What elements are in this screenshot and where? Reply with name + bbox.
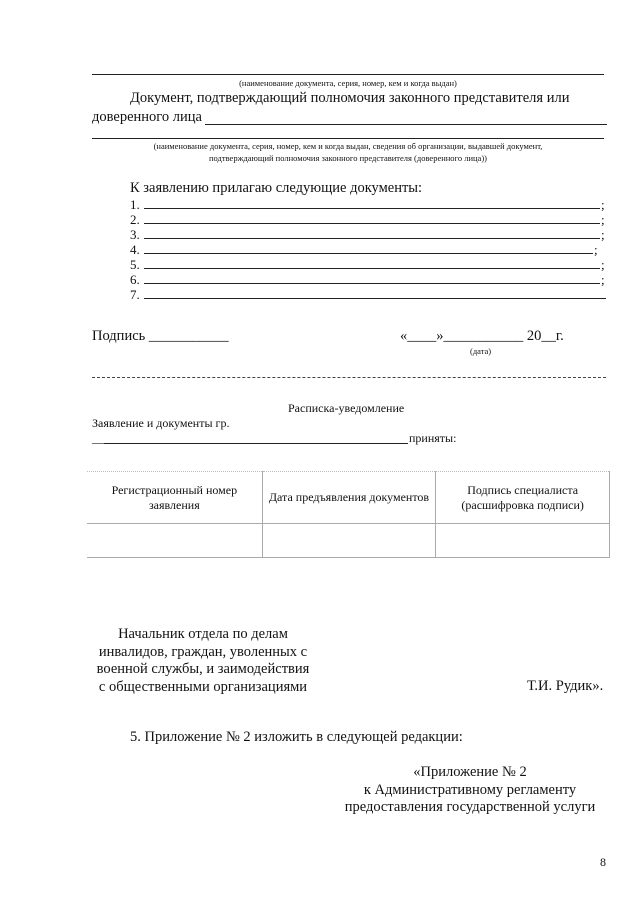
attach-item-fill-line[interactable]	[144, 223, 600, 224]
receipt-line1: Заявление и документы гр.	[92, 416, 230, 430]
attach-item-fill-line[interactable]	[144, 253, 593, 254]
attach-item-number: 7.	[130, 287, 140, 302]
attach-item-fill-line[interactable]	[144, 268, 600, 269]
table-header-signature: Подпись специалиста (расшифровка подписи)	[436, 472, 610, 524]
caption-document: (наименование документа, серия, номер, кем и когда выдан)	[239, 78, 457, 88]
receipt-prefix: __	[92, 431, 104, 445]
attach-item	[130, 227, 610, 243]
attach-item-number: 1.	[130, 197, 140, 212]
attach-item-fill-line[interactable]	[144, 238, 600, 239]
caption-representative-2: подтверждающий полномочия законного представителя (доверенного лица))	[209, 153, 487, 163]
receipt-name-line[interactable]	[104, 443, 408, 444]
attach-item-end: ;	[601, 227, 605, 242]
item-5: 5. Приложение № 2 изложить в следующей редакции:	[130, 729, 463, 745]
attach-item-end: ;	[601, 272, 605, 287]
chief-title-line: Начальник отдела по делам	[118, 626, 288, 642]
table-header-reg-number: Регистрационный номер заявления	[87, 472, 262, 524]
attach-item-end: ;	[601, 197, 605, 212]
cut-line	[92, 377, 606, 378]
page-number: 8	[600, 855, 606, 869]
attach-item-fill-line[interactable]	[144, 208, 600, 209]
table-cell-date[interactable]	[262, 524, 436, 558]
representative-fill-line[interactable]	[205, 124, 607, 125]
receipt-title: Расписка-уведомление	[288, 401, 405, 415]
representative-text-line1: Документ, подтверждающий полномочия законного представителя или	[130, 90, 570, 106]
attach-item-number: 5.	[130, 257, 140, 272]
attach-item	[130, 257, 610, 273]
chief-title-line: инвалидов, граждан, уволенных с	[98, 643, 308, 660]
appendix-heading	[330, 764, 610, 817]
appendix-line: «Приложение № 2	[413, 764, 527, 780]
attach-item-end: ;	[594, 242, 598, 257]
attach-item-end: ;	[601, 212, 605, 227]
chief-title	[88, 626, 318, 696]
attach-item	[130, 197, 610, 213]
top-fill-line	[92, 74, 604, 75]
receipt-accepted: приняты:	[409, 431, 457, 445]
attach-item	[130, 212, 610, 228]
representative-fill-line-2[interactable]	[92, 138, 604, 139]
attach-item-fill-line[interactable]	[144, 298, 606, 299]
attach-item-fill-line[interactable]	[144, 283, 600, 284]
signature-field[interactable]: Подпись ___________	[92, 328, 229, 344]
attach-heading: К заявлению прилагаю следующие документы:	[130, 180, 423, 196]
table-header-date: Дата предъявления документов	[262, 472, 436, 524]
attach-item-number: 2.	[130, 212, 140, 227]
table-cell-signature[interactable]	[436, 524, 610, 558]
attach-item-number: 3.	[130, 227, 140, 242]
appendix-line: предоставления государственной услуги	[344, 799, 596, 815]
chief-name: Т.И. Рудик».	[527, 678, 604, 694]
attach-item	[130, 242, 610, 258]
receipt-table	[87, 471, 610, 558]
chief-title-line: военной службы, и заимодействия	[96, 661, 310, 677]
chief-title-line: с общественными организациями	[98, 678, 308, 695]
date-caption: (дата)	[470, 346, 492, 356]
attach-item	[130, 287, 610, 303]
attach-item-number: 4.	[130, 242, 140, 257]
attach-item-number: 6.	[130, 272, 140, 287]
attach-item	[130, 272, 610, 288]
representative-text-line2: доверенного лица	[92, 109, 202, 125]
attach-item-end: ;	[601, 257, 605, 272]
date-field[interactable]: «____»___________ 20__г.	[400, 328, 564, 344]
appendix-line: к Административному регламенту	[363, 781, 577, 798]
table-cell-reg-number[interactable]	[87, 524, 262, 558]
caption-representative-1: (наименование документа, серия, номер, кем и когда выдан, сведения об организации, выдавшей документ,	[153, 141, 543, 151]
